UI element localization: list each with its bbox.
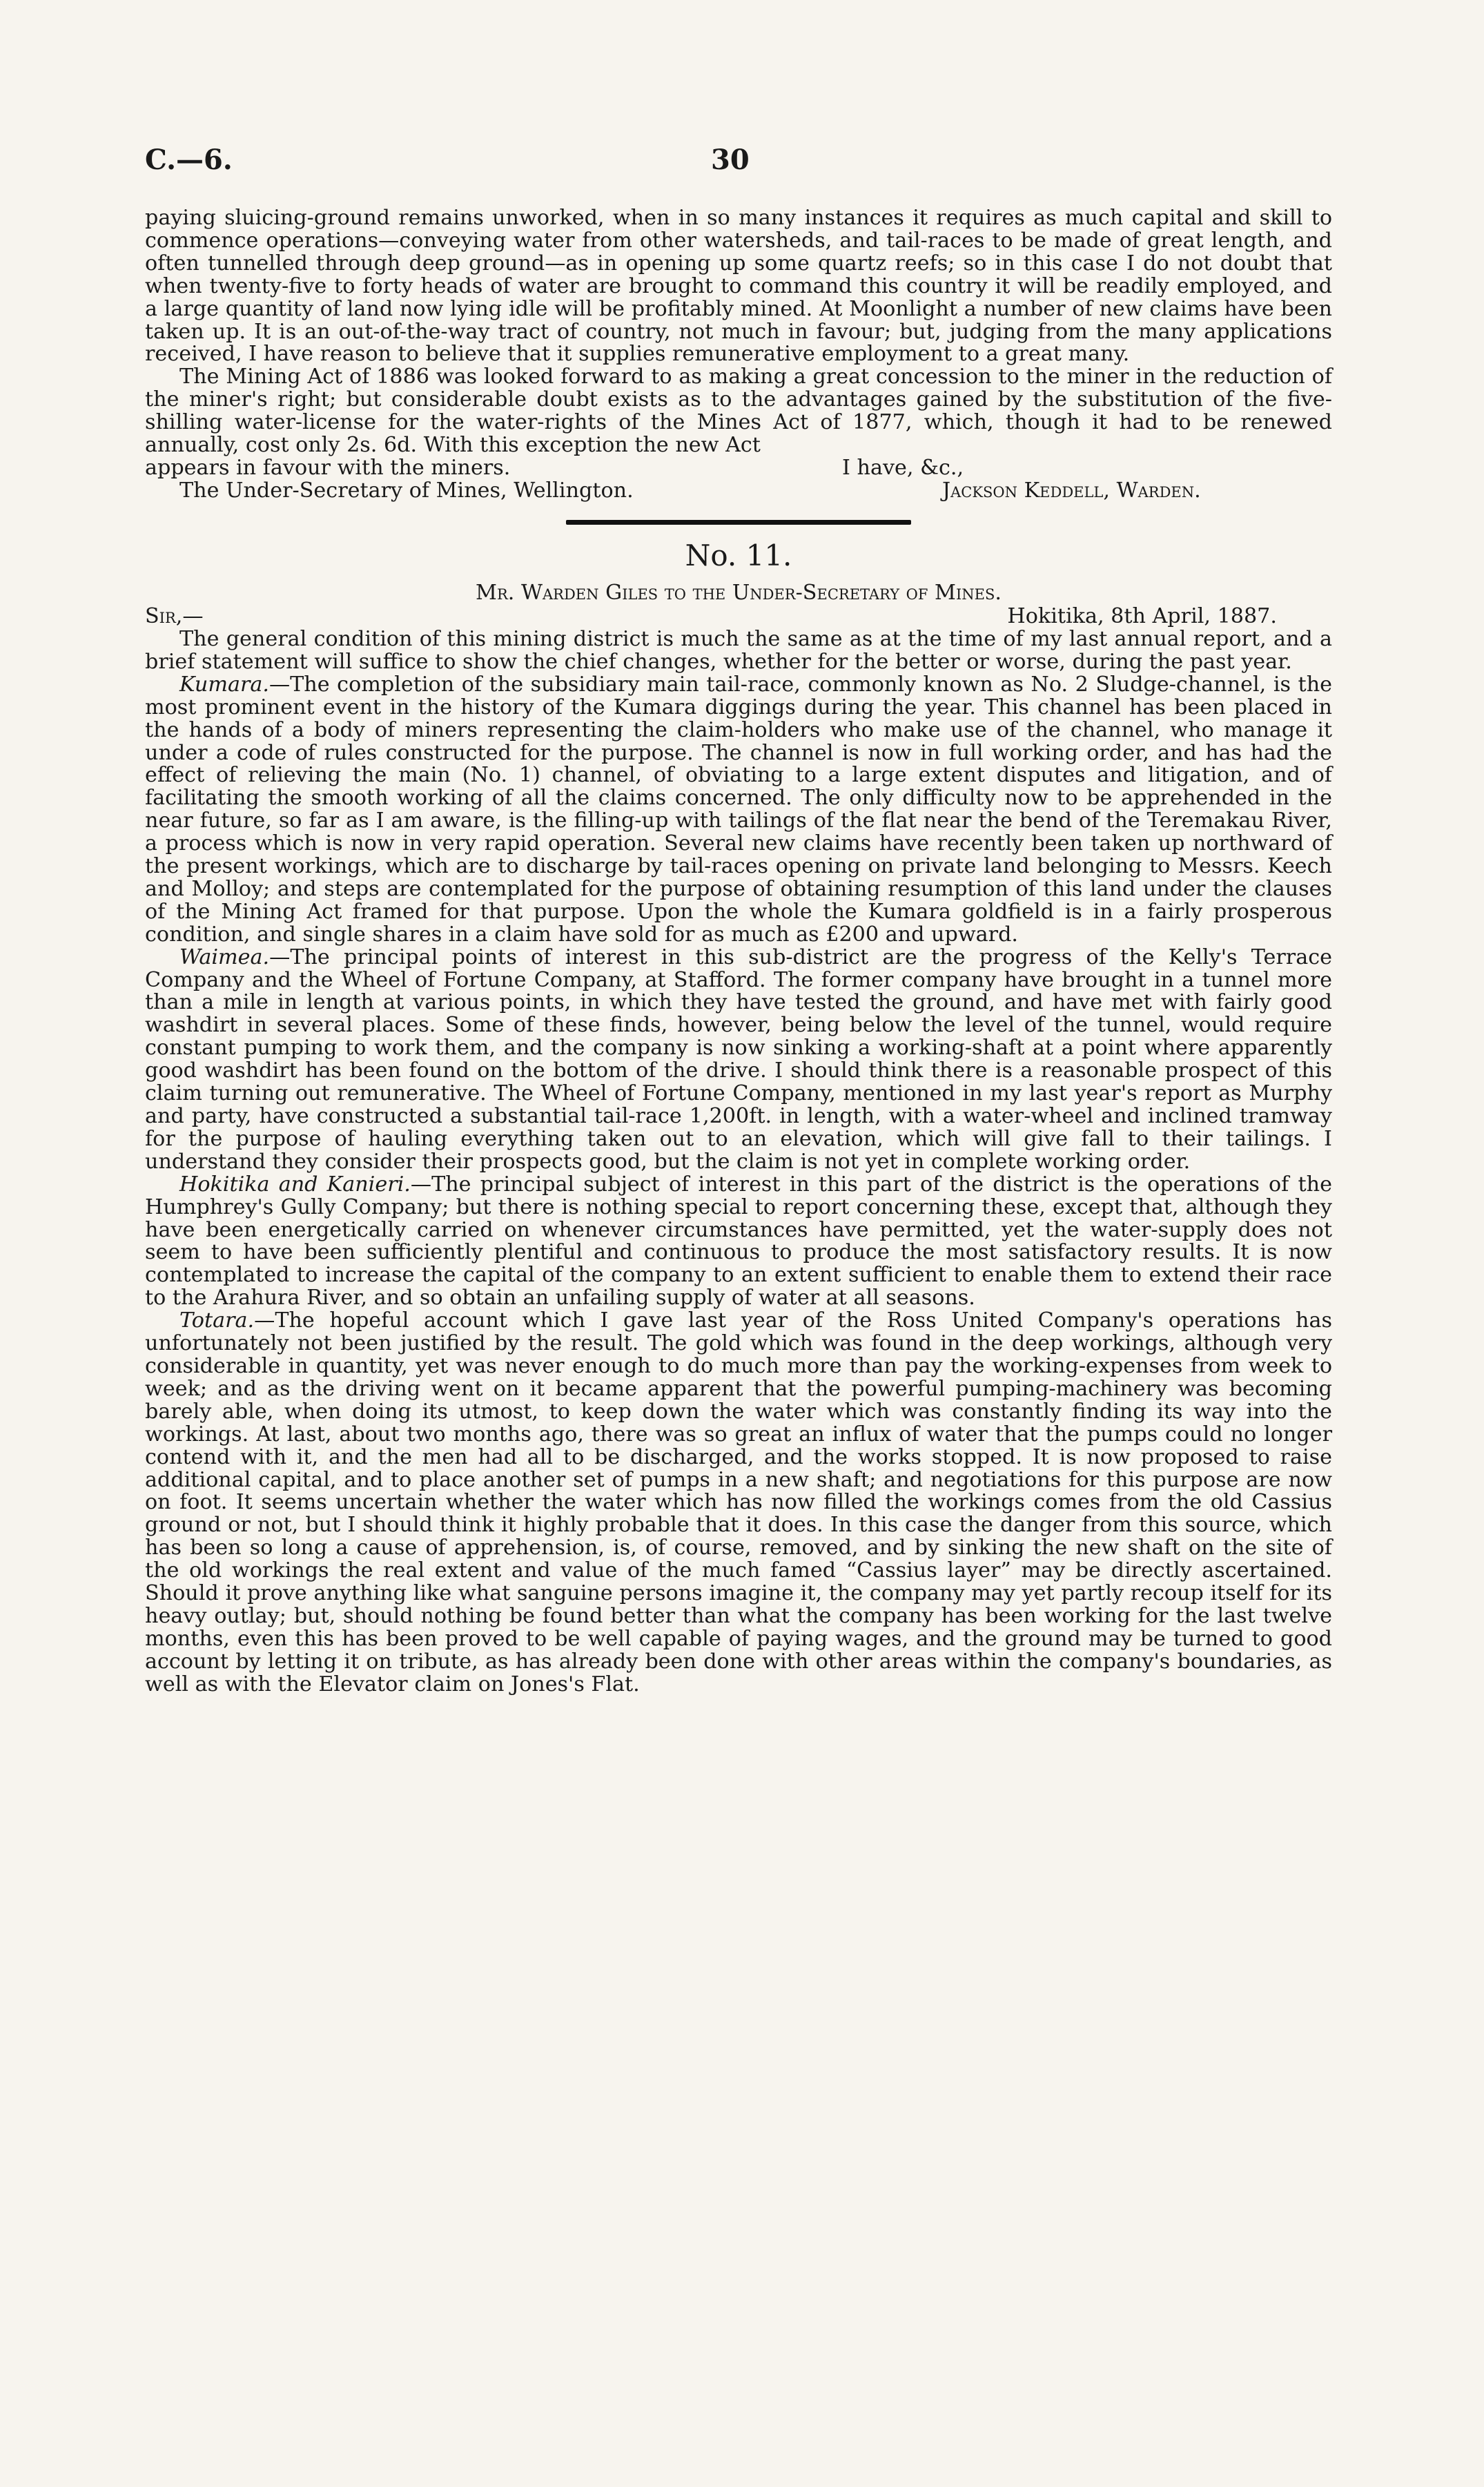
continuation-paragraph: paying sluicing-ground remains unworked, when in so many instances it requires as much capital and skill to commence operations—conveying water from other watersheds, and tail-races to be made of great length, and often tunnelled through deep ground—as in opening up some quartz reefs; so in this case I do not doubt that when twenty-five to forty heads of water are brought to command this country it will be readily employed, and a large quantity of land now lying idle will be profitably mined. At Moonlight a number of new claims have been taken up. It is an out-of-the-way tract of country, not much in favour; but, judging from the many applications received, I have reason to believe that it supplies remunerative employment to a great many. <box>145 206 1332 367</box>
hokitika-label: Hokitika and Kanieri. <box>179 1172 411 1197</box>
waimea-paragraph <box>145 947 1332 1174</box>
intro-paragraph: The general condition of this mining district is much the same as at the time of my last annual report, and a brief statement will suffice to show the chief changes, whether for the better or worse, during the past year. <box>145 626 1332 674</box>
kumara-label: Kumara. <box>179 672 269 697</box>
kumara-text: —The completion of the subsidiary main tail-race, commonly known as No. 2 Sludge-channel, is the most prominent event in the history of the Kumara diggings during the year. This channel has been placed in the hands of a body of miners representing the claim-holders who make use of the channel, who manage it under a code of rules constructed for the purpose. The channel is now in full working order, and has had the effect of relieving the main (No. 1) channel, of obviating to a large extent disputes and litigation, and of facilitating the smooth working of all the claims concerned. The only difficulty now to be apprehended in the near future, so far as I am aware, is the filling-up with tailings of the flat near the bend of the Teremakau River, a process which is now in very rapid operation. Several new claims have recently been taken up northward of the present workings, which are to discharge by tail-races opening on private land belonging to Messrs. Keech and Molloy; and steps are contemplated for the purpose of obtaining resumption of this land under the clauses of the Mining Act framed for that purpose. Upon the whole the Kumara goldfield is in a fairly prosperous condition, and single shares in a claim have sold for as much as £200 and upward. <box>145 672 1332 947</box>
section-divider <box>566 520 911 525</box>
page-header <box>145 144 1332 185</box>
closing-salutation: I have, &c., <box>842 455 964 480</box>
hokitika-text: —The principal subject of interest in this part of the district is the operations of the Humphrey's Gully Company; but there is nothing special to report concerning these, except that, although they have been energetically carried on whenever circumstances have permitted, yet the water-supply does not seem to have been sufficiently plentiful and continuous to produce the most satisfactory results. It is now contemplated to increase the capital of the company to an extent sufficient to enable them to extend their race to the Arahura River, and so obtain an unfailing supply of water at all seasons. <box>145 1172 1332 1310</box>
signature-row <box>145 480 1332 503</box>
addressee: The Under-Secretary of Mines, Wellington. <box>179 478 634 503</box>
closing-row <box>145 457 1332 480</box>
closing-text: appears in favour with the miners. <box>145 455 511 480</box>
letter-number: No. 11. <box>685 538 792 572</box>
totara-text: —The hopeful account which I gave last year of the Ross United Company's operations has unfortunately not been justified by the result. The gold which was found in the deep workings, although very considerable in quantity, yet was never enough to do much more than pay the working-expenses from week to week; and as the driving went on it became apparent that the powerful pumping-machinery was becoming barely able, when doing its utmost, to keep down the water which was constantly finding its way into the workings. At last, about two months ago, there was so great an influx of water that the pumps could no longer contend with it, and the men had all to be discharged, and the works stopped. It is now proposed to raise additional capital, and to place another set of pumps in a new shaft; and negotiations for this purpose are now on foot. It seems uncertain whether the water which has now filled the workings comes from the old Cassius ground or not, but I should think it highly probable that it does. In this case the danger from this source, which has been so long a cause of apprehension, is, of course, removed, and by sinking the new shaft on the site of the old workings the real extent and value of the much famed “Cassius layer” may be directly ascertained. Should it prove anything like what sanguine persons imagine it, the company may yet partly recoup itself for its heavy outlay; but, should nothing be found better than what the company has been working for the last twelve months, even this has been proved to be well capable of paying wages, and the ground may be turned to good account by letting it on tribute, as has already been done with other areas within the company's boundaries, as well as with the Elevator claim on Jones's Flat. <box>145 1308 1332 1696</box>
signature: Jackson Keddell, Warden. <box>942 478 1201 503</box>
mining-act-paragraph: The Mining Act of 1886 was looked forward to as making a great concession to the miner in the reduction of the miner's right; but considerable doubt exists as to the advantages gained by the substitution of the five-shilling water-license for the water-rights of the Mines Act of 1877, which, though it had to be renewed annually, cost only 2s. 6d. With this exception the new Act <box>145 365 1332 458</box>
waimea-text: —The principal points of interest in this sub-district are the progress of the Kelly's Terrace Company and the Wheel of Fortune Company, at Stafford. The former company have brought in a tunnel more than a mile in length at various points, in which they have tested the ground, and have met with fairly good washdirt in several places. Some of these finds, however, being below the level of the tunnel, would require constant pumping to work them, and the company is now sinking a working-shaft at a point where apparently good washdirt has been found on the bottom of the drive. I should think there is a reasonable prospect of this claim turning out remunerative. The Wheel of Fortune Company, mentioned in my last year's report as Murphy and party, have constructed a substantial tail-race 1,200ft. in length, with a water-wheel and inclined tramway for the purpose of hauling everything taken out to an elevation, which will give fall to their tailings. I understand they consider their prospects good, but the claim is not yet in complete working order. <box>145 945 1332 1174</box>
salutation-row <box>145 605 1332 628</box>
totara-paragraph <box>145 1310 1332 1696</box>
page-body <box>145 207 1332 1696</box>
hokitika-paragraph <box>145 1174 1332 1310</box>
page-number: 30 <box>711 144 750 176</box>
salutation: Sir,— <box>145 603 204 628</box>
letter-title: Mr. Warden Giles to the Under-Secretary of Mines. <box>476 580 1002 605</box>
dateline: Hokitika, 8th April, 1887. <box>1007 603 1277 628</box>
waimea-label: Waimea. <box>179 945 270 969</box>
totara-label: Totara. <box>179 1308 255 1333</box>
document-code: C.—6. <box>145 144 233 176</box>
kumara-paragraph <box>145 674 1332 947</box>
